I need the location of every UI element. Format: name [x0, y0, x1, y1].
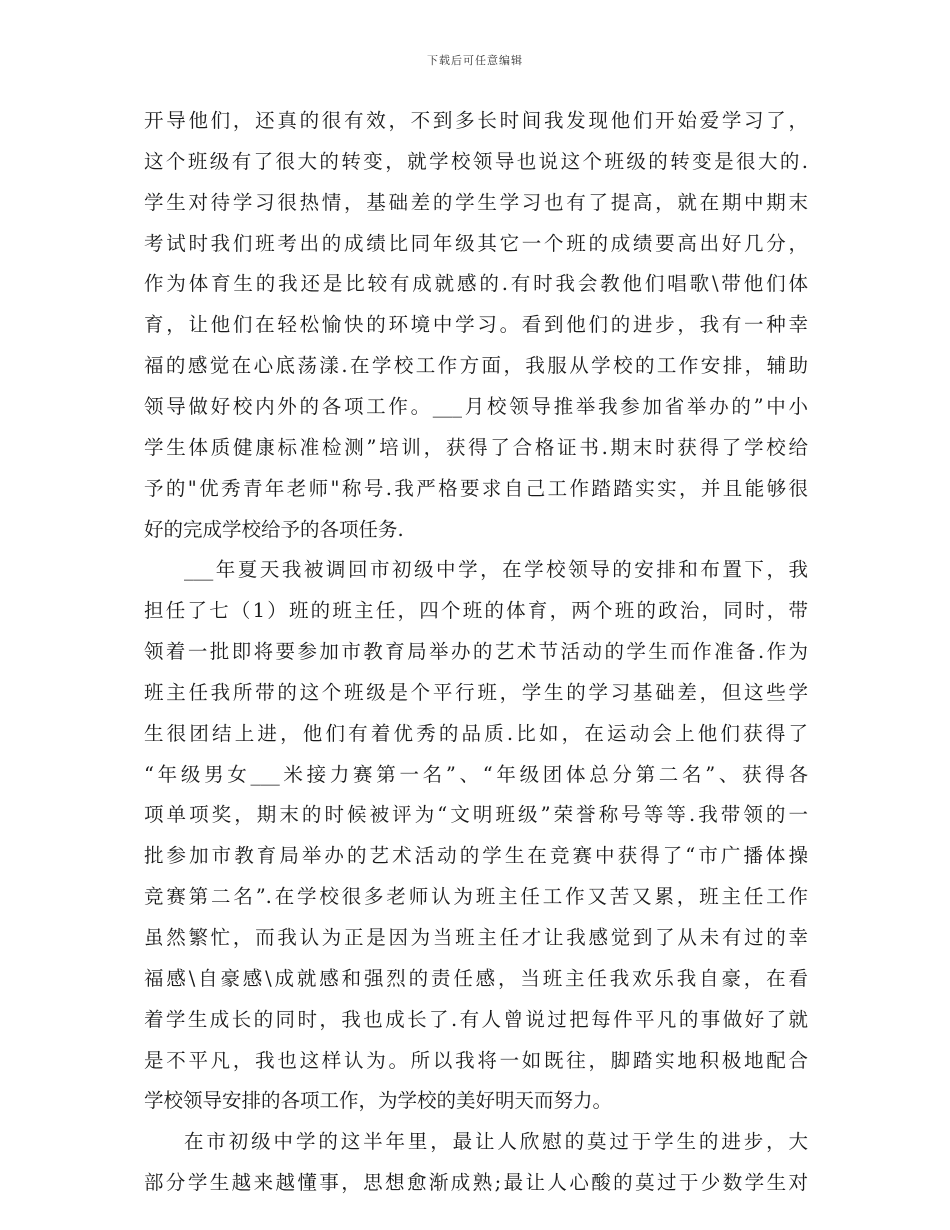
- paragraph-2-line: 批参加市教育局举办的艺术活动的学生在竞赛中获得了“市广播体操: [144, 844, 808, 868]
- paragraph-2-line: 领着一批即将要参加市教育局举办的艺术节活动的学生而作准备.作为: [144, 640, 808, 664]
- paragraph-1-line: 领导做好校内外的各项工作。___月校领导推举我参加省举办的”中小: [144, 394, 808, 418]
- paragraph-2-line: 担任了七（1）班的班主任，四个班的体育，两个班的政治，同时，带: [144, 599, 808, 623]
- paragraph-2-line: 虽然繁忙，而我认为正是因为当班主任才让我感觉到了从未有过的幸: [144, 926, 808, 949]
- paragraph-1-line: 学生对待学习很热情，基础差的学生学习也有了提高，就在期中期末: [144, 190, 808, 214]
- paragraph-3-line: 在市初级中学的这半年里，最让人欣慰的莫过于学生的进步，大: [184, 1130, 808, 1154]
- page-header: 下载后可任意编辑: [427, 54, 523, 67]
- paragraph-1-line: 考试时我们班考出的成绩比同年级其它一个班的成绩要高出好几分，: [144, 231, 808, 255]
- paragraph-1-line: 福的感觉在心底荡漾.在学校工作方面，我服从学校的工作安排，辅助: [144, 354, 808, 378]
- paragraph-1-line: 好的完成学校给予的各项任务.: [144, 517, 404, 541]
- paragraph-2-line: 竞赛第二名”.在学校很多老师认为班主任工作又苦又累，班主任工作: [144, 885, 808, 909]
- paragraph-2-line: 项单项奖，期末的时候被评为“文明班级”荣誉称号等等.我带领的一: [144, 803, 808, 827]
- paragraph-2-line: ___年夏天我被调回市初级中学，在学校领导的安排和布置下，我: [184, 558, 808, 582]
- paragraph-1-line: 这个班级有了很大的转变，就学校领导也说这个班级的转变是很大的.: [144, 149, 808, 173]
- paragraph-1-line: 予的"优秀青年老师"称号.我严格要求自己工作踏踏实实，并且能够很: [144, 476, 808, 500]
- paragraph-2-line: 班主任我所带的这个班级是个平行班，学生的学习基础差，但这些学: [144, 680, 808, 704]
- paragraph-1-line: 学生体质健康标准检测”培训，获得了合格证书.期末时获得了学校给: [144, 435, 808, 459]
- paragraph-2-line: 是不平凡，我也这样认为。所以我将一如既往，脚踏实地积极地配合: [144, 1048, 808, 1072]
- paragraph-2-line: 福感\自豪感\成就感和强烈的责任感，当班主任我欢乐我自豪，在看: [144, 966, 808, 990]
- paragraph-1-line: 育，让他们在轻松愉快的环境中学习。看到他们的进步，我有一种幸: [144, 313, 808, 337]
- paragraph-2-line: 生很团结上进，他们有着优秀的品质.比如，在运动会上他们获得了: [144, 721, 808, 745]
- paragraph-2-line: “年级男女___米接力赛第一名”、“年级团体总分第二名”、获得各: [144, 762, 808, 786]
- paragraph-2-line: 学校领导安排的各项工作，为学校的美好明天而努力。: [144, 1089, 613, 1113]
- paragraph-2-line: 着学生成长的同时，我也成长了.有人曾说过把每件平凡的事做好了就: [144, 1007, 808, 1031]
- paragraph-1-line: 开导他们，还真的很有效，不到多长时间我发现他们开始爱学习了，: [144, 109, 808, 132]
- paragraph-1-line: 作为体育生的我还是比较有成就感的.有时我会教他们唱歌\带他们体: [144, 272, 808, 296]
- paragraph-3-line: 部分学生越来越懂事，思想愈渐成熟;最让人心酸的莫过于少数学生对: [144, 1171, 808, 1195]
